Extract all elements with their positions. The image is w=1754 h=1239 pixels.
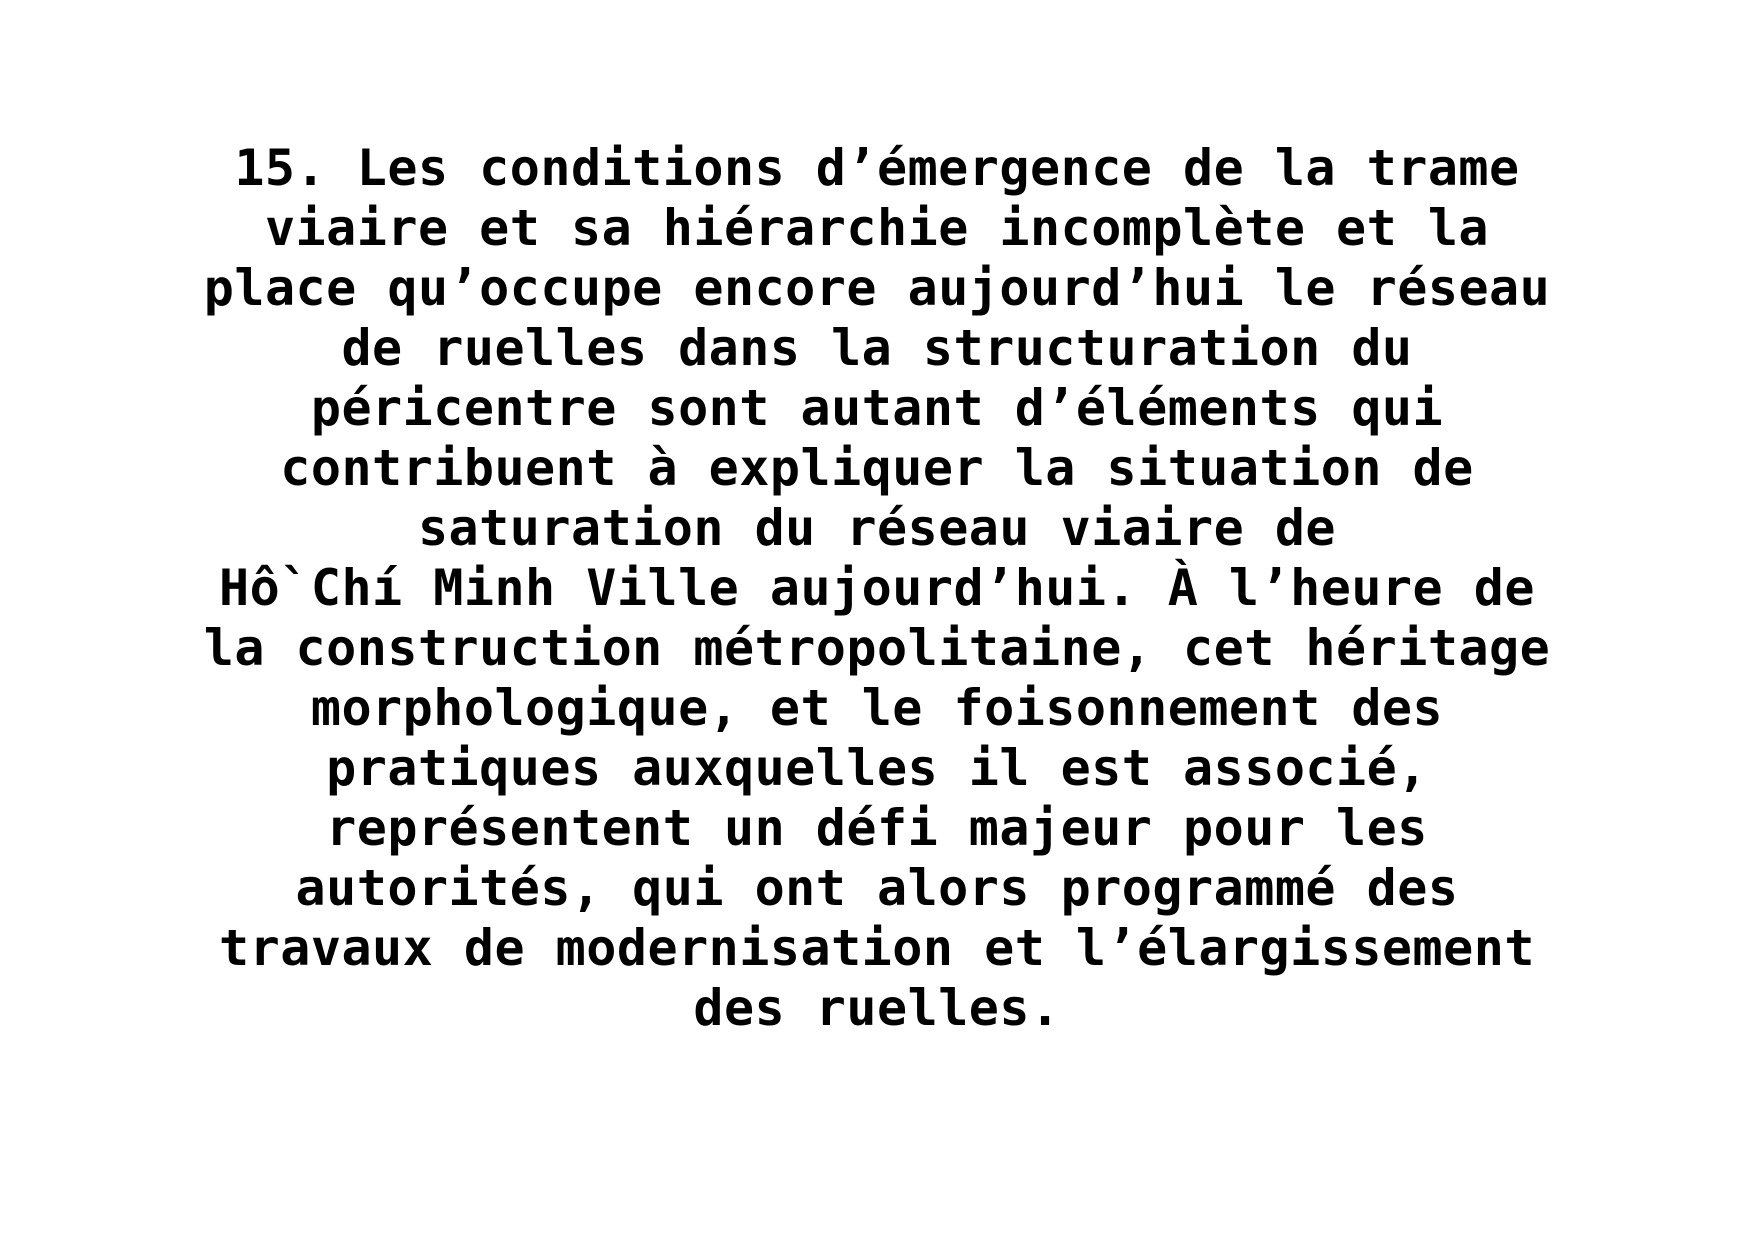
text-line: place qu’occupe encore aujourd’hui le réseau <box>203 259 1551 317</box>
text-line: morphologique, et le foisonnement des <box>310 679 1444 737</box>
text-line: pratiques auxquelles il est associé, <box>326 739 1428 797</box>
text-line: viaire et sa hiérarchie incomplète et la <box>264 199 1490 257</box>
text-line: saturation du réseau viaire de <box>417 499 1337 557</box>
text-line: autorités, qui ont alors programmé des <box>295 859 1459 917</box>
text-line: Hồ Chí Minh Ville aujourd’hui. À l’heure de <box>219 559 1535 617</box>
text-line: 15. Les conditions d’émergence de la trame <box>234 139 1520 197</box>
text-line: représentent un défi majeur pour les <box>326 799 1428 857</box>
text-line: de ruelles dans la structuration du <box>341 319 1413 377</box>
text-line: contribuent à expliquer la situation de <box>280 439 1474 497</box>
text-line: des ruelles. <box>693 979 1061 1037</box>
text-line: la construction métropolitaine, cet héritage <box>203 619 1551 677</box>
text-line: travaux de modernisation et l’élargissement <box>219 919 1535 977</box>
paragraph-15 <box>204 138 1551 1038</box>
text-line: péricentre sont autant d’éléments qui <box>310 379 1444 437</box>
